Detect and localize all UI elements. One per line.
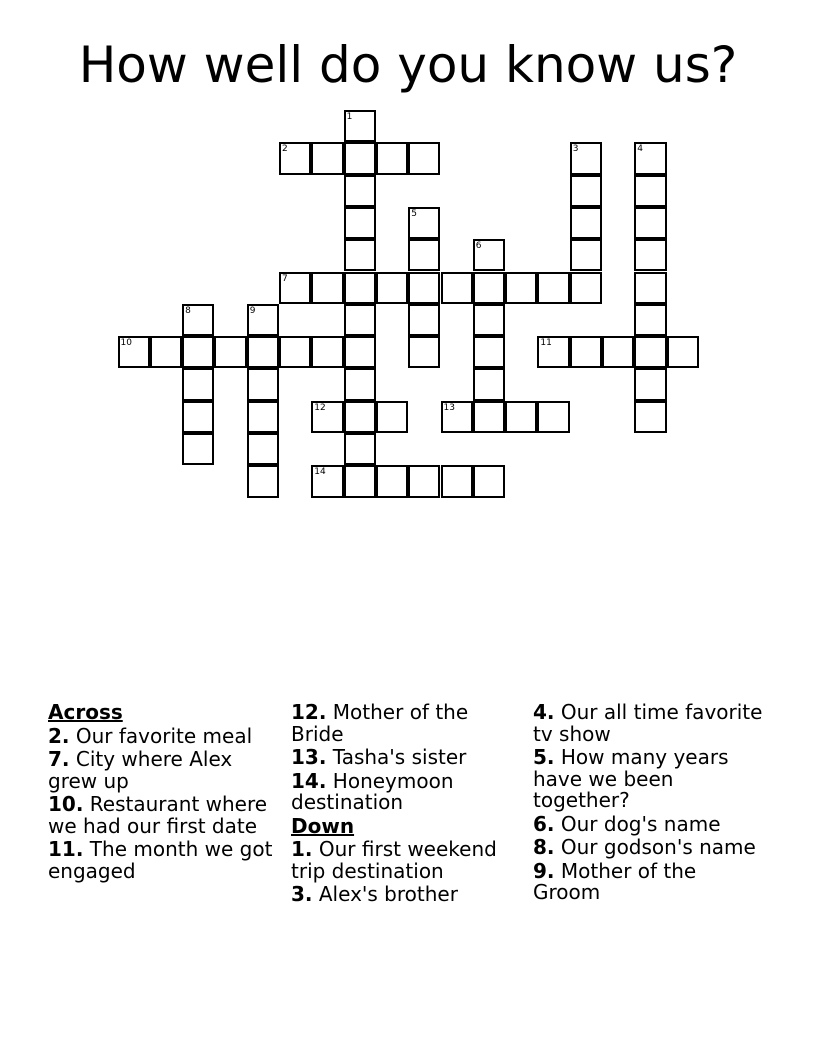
grid-cell[interactable]: [182, 368, 214, 400]
clue-item: [291, 839, 521, 882]
grid-cell[interactable]: [634, 401, 666, 433]
clue-item-text: Mother of the Bride: [291, 700, 469, 746]
grid-cell[interactable]: [376, 272, 408, 304]
grid-cell[interactable]: [408, 304, 440, 336]
clue-number: 12: [314, 402, 326, 413]
grid-cell[interactable]: [311, 465, 343, 497]
grid-cell[interactable]: [344, 433, 376, 465]
grid-cell[interactable]: [247, 401, 279, 433]
clue-number: 5: [411, 208, 417, 219]
clues-column-3: [533, 702, 768, 906]
grid-cell[interactable]: [473, 239, 505, 271]
grid-cell[interactable]: [376, 401, 408, 433]
clue-item: [533, 858, 768, 904]
clue-item: [533, 837, 768, 859]
grid-cell[interactable]: [570, 336, 602, 368]
grid-cell[interactable]: [344, 336, 376, 368]
grid-cell[interactable]: [667, 336, 699, 368]
clue-number: 1: [346, 112, 353, 122]
grid-cell[interactable]: [634, 336, 666, 368]
clue-item: [291, 884, 521, 906]
grid-cell[interactable]: [247, 465, 279, 497]
grid-cell[interactable]: [344, 368, 376, 400]
grid-cell[interactable]: [473, 465, 505, 497]
clue-item-number: 13.: [291, 745, 327, 769]
clue-item-number: 6.: [533, 811, 555, 836]
clue-item: [48, 749, 278, 792]
grid-cell[interactable]: [214, 336, 246, 368]
grid-cell[interactable]: [473, 304, 505, 336]
grid-cell[interactable]: [570, 272, 602, 304]
clue-item: [291, 768, 521, 814]
grid-cell[interactable]: [344, 142, 376, 174]
grid-cell[interactable]: [570, 207, 602, 239]
clue-item-number: 12.: [291, 700, 327, 724]
grid-cell[interactable]: [408, 142, 440, 174]
grid-cell[interactable]: [537, 401, 569, 433]
grid-cell[interactable]: [634, 142, 666, 174]
clue-number: 3: [572, 144, 579, 155]
grid-cell[interactable]: [505, 401, 537, 433]
clue-number: 9: [249, 305, 256, 316]
clue-item: [291, 702, 521, 745]
clue-item-text: Alex's brother: [318, 882, 458, 906]
grid-cell[interactable]: [537, 272, 569, 304]
clue-item-number: 9.: [533, 858, 555, 883]
grid-cell[interactable]: [570, 175, 602, 207]
clue-number: 2: [282, 144, 288, 155]
grid-cell[interactable]: [247, 433, 279, 465]
clues-column-2: [291, 702, 521, 908]
clue-item-number: 8.: [533, 835, 555, 859]
clue-item-number: 7.: [48, 747, 70, 771]
grid-cell[interactable]: [408, 207, 440, 239]
grid-cell[interactable]: [570, 239, 602, 271]
grid-cell[interactable]: [311, 272, 343, 304]
clue-item-text: Tasha's sister: [332, 745, 467, 769]
grid-cell[interactable]: [118, 336, 150, 368]
grid-cell[interactable]: [279, 336, 311, 368]
clue-item-text: City where Alex grew up: [48, 747, 233, 793]
clue-item-number: 14.: [291, 768, 327, 793]
grid-cell[interactable]: [408, 465, 440, 497]
grid-cell[interactable]: [344, 401, 376, 433]
clue-item-number: 3.: [291, 882, 313, 906]
grid-cell[interactable]: [376, 465, 408, 497]
clue-number: 7: [282, 273, 288, 284]
clue-item-text: Our favorite meal: [75, 723, 253, 748]
clue-item: [48, 794, 278, 837]
clue-number: 14: [314, 467, 326, 478]
grid-cell[interactable]: [247, 304, 279, 336]
clue-item: [48, 723, 278, 748]
grid-cell[interactable]: [634, 304, 666, 336]
clue-item-text: Our dog's name: [560, 811, 721, 836]
clue-item: [533, 811, 768, 836]
down-heading: Down: [291, 813, 355, 838]
grid-cell[interactable]: [441, 401, 473, 433]
clue-item-number: 5.: [533, 745, 555, 769]
page-title: How well do you know us?: [78, 36, 738, 94]
clue-number: 10: [120, 338, 132, 349]
grid-cell[interactable]: [537, 336, 569, 368]
clue-item-text: How many years have we been together?: [533, 745, 729, 812]
grid-cell[interactable]: [408, 272, 440, 304]
grid-cell[interactable]: [408, 336, 440, 368]
grid-cell[interactable]: [634, 207, 666, 239]
clue-number: 11: [540, 338, 552, 349]
clue-item: [48, 839, 278, 882]
grid-cell[interactable]: [311, 336, 343, 368]
grid-cell[interactable]: [150, 336, 182, 368]
grid-cell[interactable]: [634, 368, 666, 400]
clue-item-text: Restaurant where we had our first date: [48, 792, 268, 838]
clue-number: 13: [443, 402, 455, 413]
grid-cell[interactable]: [182, 401, 214, 433]
clue-item: [533, 702, 768, 745]
grid-cell[interactable]: [311, 401, 343, 433]
clue-item-number: 10.: [48, 792, 84, 816]
grid-cell[interactable]: [311, 142, 343, 174]
grid-cell[interactable]: [344, 272, 376, 304]
grid-cell[interactable]: [376, 142, 408, 174]
grid-cell[interactable]: [634, 239, 666, 271]
clue-item-number: 1.: [291, 837, 313, 861]
grid-cell[interactable]: [634, 175, 666, 207]
grid-cell[interactable]: [570, 142, 602, 174]
grid-cell[interactable]: [408, 239, 440, 271]
clue-item-text: Mother of the Groom: [533, 858, 697, 904]
grid-cell[interactable]: [441, 272, 473, 304]
grid-cell[interactable]: [634, 272, 666, 304]
clue-number: 6: [475, 241, 482, 252]
clue-item-text: Our all time favorite tv show: [533, 700, 763, 746]
grid-cell[interactable]: [473, 272, 505, 304]
clues-column-1: [48, 702, 278, 884]
grid-cell[interactable]: [505, 272, 537, 304]
across-heading: Across: [48, 700, 123, 724]
grid-cell[interactable]: [182, 433, 214, 465]
grid-cell[interactable]: [473, 401, 505, 433]
grid-cell[interactable]: [441, 465, 473, 497]
grid-cell[interactable]: [182, 336, 214, 368]
grid-cell[interactable]: [473, 336, 505, 368]
clue-number: 4: [637, 144, 644, 155]
clue-item-number: 2.: [48, 723, 70, 748]
clue-item-number: 4.: [533, 700, 555, 724]
grid-cell[interactable]: [279, 272, 311, 304]
grid-cell[interactable]: [473, 368, 505, 400]
clue-item-number: 11.: [48, 837, 84, 861]
grid-cell[interactable]: [344, 304, 376, 336]
clue-item-text: Our godson's name: [560, 835, 756, 859]
clue-item-text: Honeymoon destination: [291, 768, 454, 814]
grid-cell[interactable]: [279, 142, 311, 174]
clue-item-text: Our first weekend trip destination: [291, 837, 497, 883]
clue-item-text: The month we got engaged: [48, 837, 273, 883]
grid-cell[interactable]: [602, 336, 634, 368]
grid-cell[interactable]: [344, 175, 376, 207]
grid-cell[interactable]: [344, 110, 376, 142]
grid-cell[interactable]: [247, 336, 279, 368]
clue-item: [291, 747, 521, 769]
grid-cell[interactable]: [344, 207, 376, 239]
grid-cell[interactable]: [344, 239, 376, 271]
grid-cell[interactable]: [344, 465, 376, 497]
clue-number: 8: [185, 305, 191, 316]
grid-cell[interactable]: [182, 304, 214, 336]
grid-cell[interactable]: [247, 368, 279, 400]
clue-item: [533, 747, 768, 812]
